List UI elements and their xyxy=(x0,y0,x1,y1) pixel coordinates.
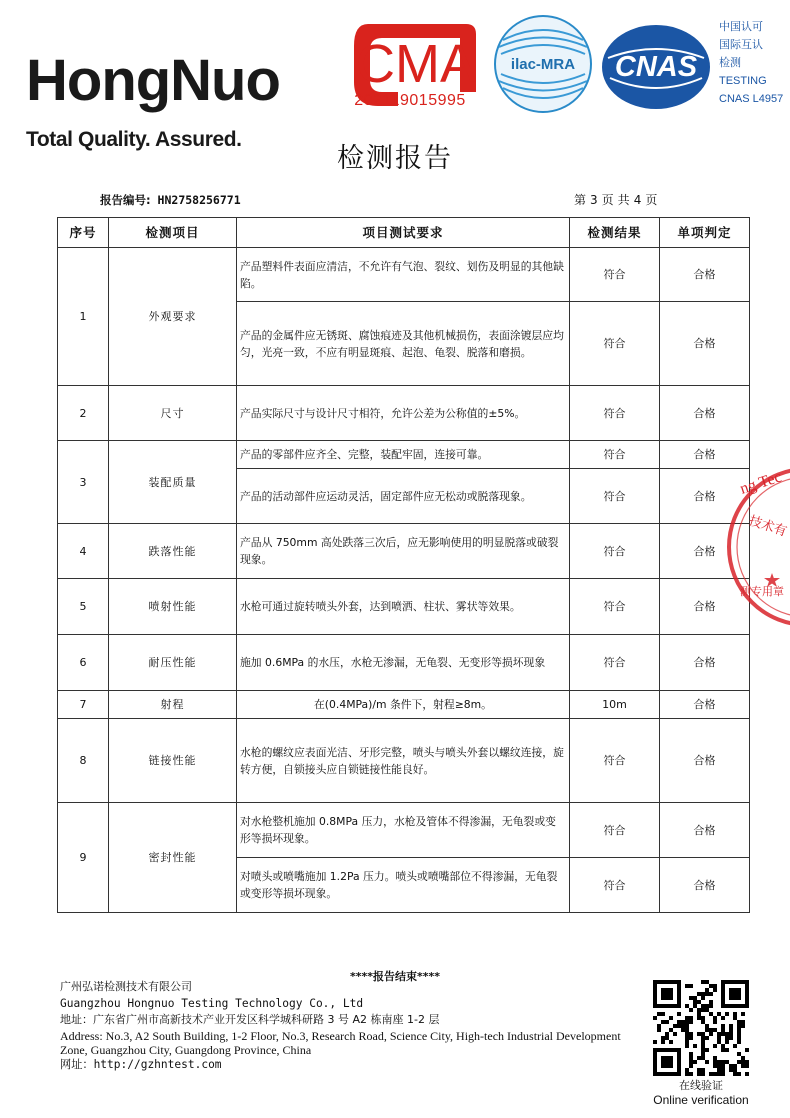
test-requirement: 对水枪整机施加 0.8MPa 压力，水枪及管体不得渗漏，无龟裂或变形等损坏现象。 xyxy=(237,803,570,858)
test-requirement: 产品从 750mm 高处跌落三次后，应无影响使用的明显脱落或破裂现象。 xyxy=(237,524,570,579)
test-verdict: 合格 xyxy=(660,579,750,635)
test-result: 符合 xyxy=(570,803,660,858)
test-verdict: 合格 xyxy=(660,719,750,803)
column-header: 单项判定 xyxy=(660,218,750,248)
test-requirement: 产品的零部件应齐全、完整，装配牢固，连接可靠。 xyxy=(237,441,570,469)
company-name-cn: 广州弘诺检测技术有限公司 xyxy=(60,980,192,993)
test-requirement: 产品塑料件表面应清洁，不允许有气泡、裂纹、划伤及明显的其他缺陷。 xyxy=(237,248,570,302)
item-number: 4 xyxy=(58,524,109,579)
test-result: 符合 xyxy=(570,635,660,691)
document-title: 检测报告 xyxy=(337,143,453,174)
test-requirement: 施加 0.6MPa 的水压，水枪无渗漏，无龟裂、无变形等损坏现象 xyxy=(237,635,570,691)
test-verdict: 合格 xyxy=(660,441,750,469)
table-row xyxy=(58,524,750,579)
test-item: 射程 xyxy=(109,691,237,719)
stamp-inner-text: 技术有 xyxy=(746,513,789,540)
qr-caption-en: Online verification xyxy=(653,1093,749,1107)
results-table xyxy=(57,217,750,913)
test-item: 链接性能 xyxy=(109,719,237,803)
test-requirement: 产品实际尺寸与设计尺寸相符，允许公差为公称值的±5%。 xyxy=(237,386,570,441)
test-result: 符合 xyxy=(570,302,660,386)
table-row xyxy=(58,579,750,635)
test-requirement: 水枪可通过旋转喷头外套，达到喷洒、柱状、雾状等效果。 xyxy=(237,579,570,635)
test-item: 喷射性能 xyxy=(109,579,237,635)
item-number: 1 xyxy=(58,248,109,386)
logo-tagline: Total Quality. Assured. xyxy=(26,128,242,151)
test-verdict: 合格 xyxy=(660,302,750,386)
item-number: 5 xyxy=(58,579,109,635)
cma-letters: CMA xyxy=(356,34,476,94)
report-number xyxy=(100,192,241,208)
item-number: 7 xyxy=(58,691,109,719)
page-current: 3 xyxy=(590,193,598,207)
cma-number: 202119015995 xyxy=(354,92,466,109)
cnas-logo-text: CNAS xyxy=(614,51,698,83)
report-end-mark: ****报告结束**** xyxy=(349,970,441,983)
hongnuo-logo: HongNuo xyxy=(26,48,280,113)
test-result: 符合 xyxy=(570,524,660,579)
test-verdict: 合格 xyxy=(660,803,750,858)
stamp-bottom-text: 测专用章 xyxy=(740,585,784,598)
page-label: 页 xyxy=(601,193,614,207)
test-verdict: 合格 xyxy=(660,524,750,579)
test-item: 跌落性能 xyxy=(109,524,237,579)
test-requirement: 在(0.4MPa)/m 条件下，射程≥8m。 xyxy=(237,691,570,719)
test-result: 符合 xyxy=(570,858,660,913)
website: 网址：http://gzhntest.com xyxy=(60,1057,222,1071)
test-requirement: 产品的金属件应无锈斑、腐蚀痕迹及其他机械损伤，表面涂镀层应均匀，光亮一致，不应有明显斑痕、起泡、龟裂、脱落和磨损。 xyxy=(237,302,570,386)
test-verdict: 合格 xyxy=(660,635,750,691)
report-number-value: HN2758256771 xyxy=(157,193,241,207)
test-verdict: 合格 xyxy=(660,469,750,524)
company-seal-stamp xyxy=(722,452,790,642)
test-item: 尺寸 xyxy=(109,386,237,441)
table-row xyxy=(58,719,750,803)
qr-code xyxy=(653,980,749,1076)
cnas-line: CNAS L4957 xyxy=(719,93,784,105)
cnas-line: 国际互认 xyxy=(719,39,763,51)
cnas-line: 中国认可 xyxy=(719,21,763,33)
column-header: 检测结果 xyxy=(570,218,660,248)
test-item: 外观要求 xyxy=(109,248,237,386)
table-row xyxy=(58,691,750,719)
page-total: 4 xyxy=(633,193,642,207)
address-en: Address: No.3, A2 South Building, 1-2 Floor, No.3, Research Road, Science City, High-tech Industrial Development Zone, Guangzhou City, Guangdong Province, China xyxy=(60,1028,621,1057)
page-label: 第 xyxy=(574,193,587,207)
item-number: 6 xyxy=(58,635,109,691)
footer xyxy=(60,979,650,1073)
item-number: 9 xyxy=(58,803,109,913)
item-number: 3 xyxy=(58,441,109,524)
test-requirement: 产品的活动部件应运动灵活，固定部件应无松动或脱落现象。 xyxy=(237,469,570,524)
cnas-line: TESTING xyxy=(719,75,767,87)
item-number: 2 xyxy=(58,386,109,441)
test-result: 符合 xyxy=(570,386,660,441)
test-requirement: 对喷头或喷嘴施加 1.2Pa 压力。喷头或喷嘴部位不得渗漏，无龟裂或变形等损坏现象。 xyxy=(237,858,570,913)
table-header-row xyxy=(58,218,750,248)
test-verdict: 合格 xyxy=(660,248,750,302)
page-indicator xyxy=(574,191,661,208)
table-row xyxy=(58,635,750,691)
cnas-accreditation-text xyxy=(719,18,783,108)
table-row xyxy=(58,386,750,441)
test-verdict: 合格 xyxy=(660,858,750,913)
item-number: 8 xyxy=(58,719,109,803)
column-header: 序号 xyxy=(58,218,109,248)
test-result: 符合 xyxy=(570,719,660,803)
test-result: 符合 xyxy=(570,469,660,524)
column-header: 检测项目 xyxy=(109,218,237,248)
page-label: 共 xyxy=(617,193,630,207)
test-verdict: 合格 xyxy=(660,691,750,719)
table-row xyxy=(58,248,750,302)
test-item: 装配质量 xyxy=(109,441,237,524)
stamp-arc-text: ng Tec xyxy=(737,468,784,498)
qr-caption-cn: 在线验证 xyxy=(679,1079,723,1092)
cnas-line: 检测 xyxy=(719,57,741,69)
test-requirement: 水枪的螺纹应表面光洁、牙形完整，喷头与喷头外套以螺纹连接，旋转方便，自锁接头应自锁链接性能良好。 xyxy=(237,719,570,803)
test-item: 耐压性能 xyxy=(109,635,237,691)
test-result: 符合 xyxy=(570,441,660,469)
test-result: 10m xyxy=(570,691,660,719)
ilac-text: ilac-MRA xyxy=(510,56,576,73)
test-item: 密封性能 xyxy=(109,803,237,913)
test-result: 符合 xyxy=(570,248,660,302)
table-row xyxy=(58,803,750,858)
test-result: 符合 xyxy=(570,579,660,635)
address-cn: 地址：广东省广州市高新技术产业开发区科学城科研路 3 号 A2 栋南座 1-2 层 xyxy=(60,1013,440,1026)
page-label: 页 xyxy=(645,193,658,207)
ilac-mra-logo xyxy=(493,14,593,114)
column-header: 项目测试要求 xyxy=(237,218,570,248)
company-name-en: Guangzhou Hongnuo Testing Technology Co., Ltd xyxy=(60,996,364,1010)
test-verdict: 合格 xyxy=(660,386,750,441)
cnas-logo xyxy=(600,22,712,112)
table-row xyxy=(58,441,750,469)
report-number-label: 报告编号: xyxy=(100,193,151,207)
